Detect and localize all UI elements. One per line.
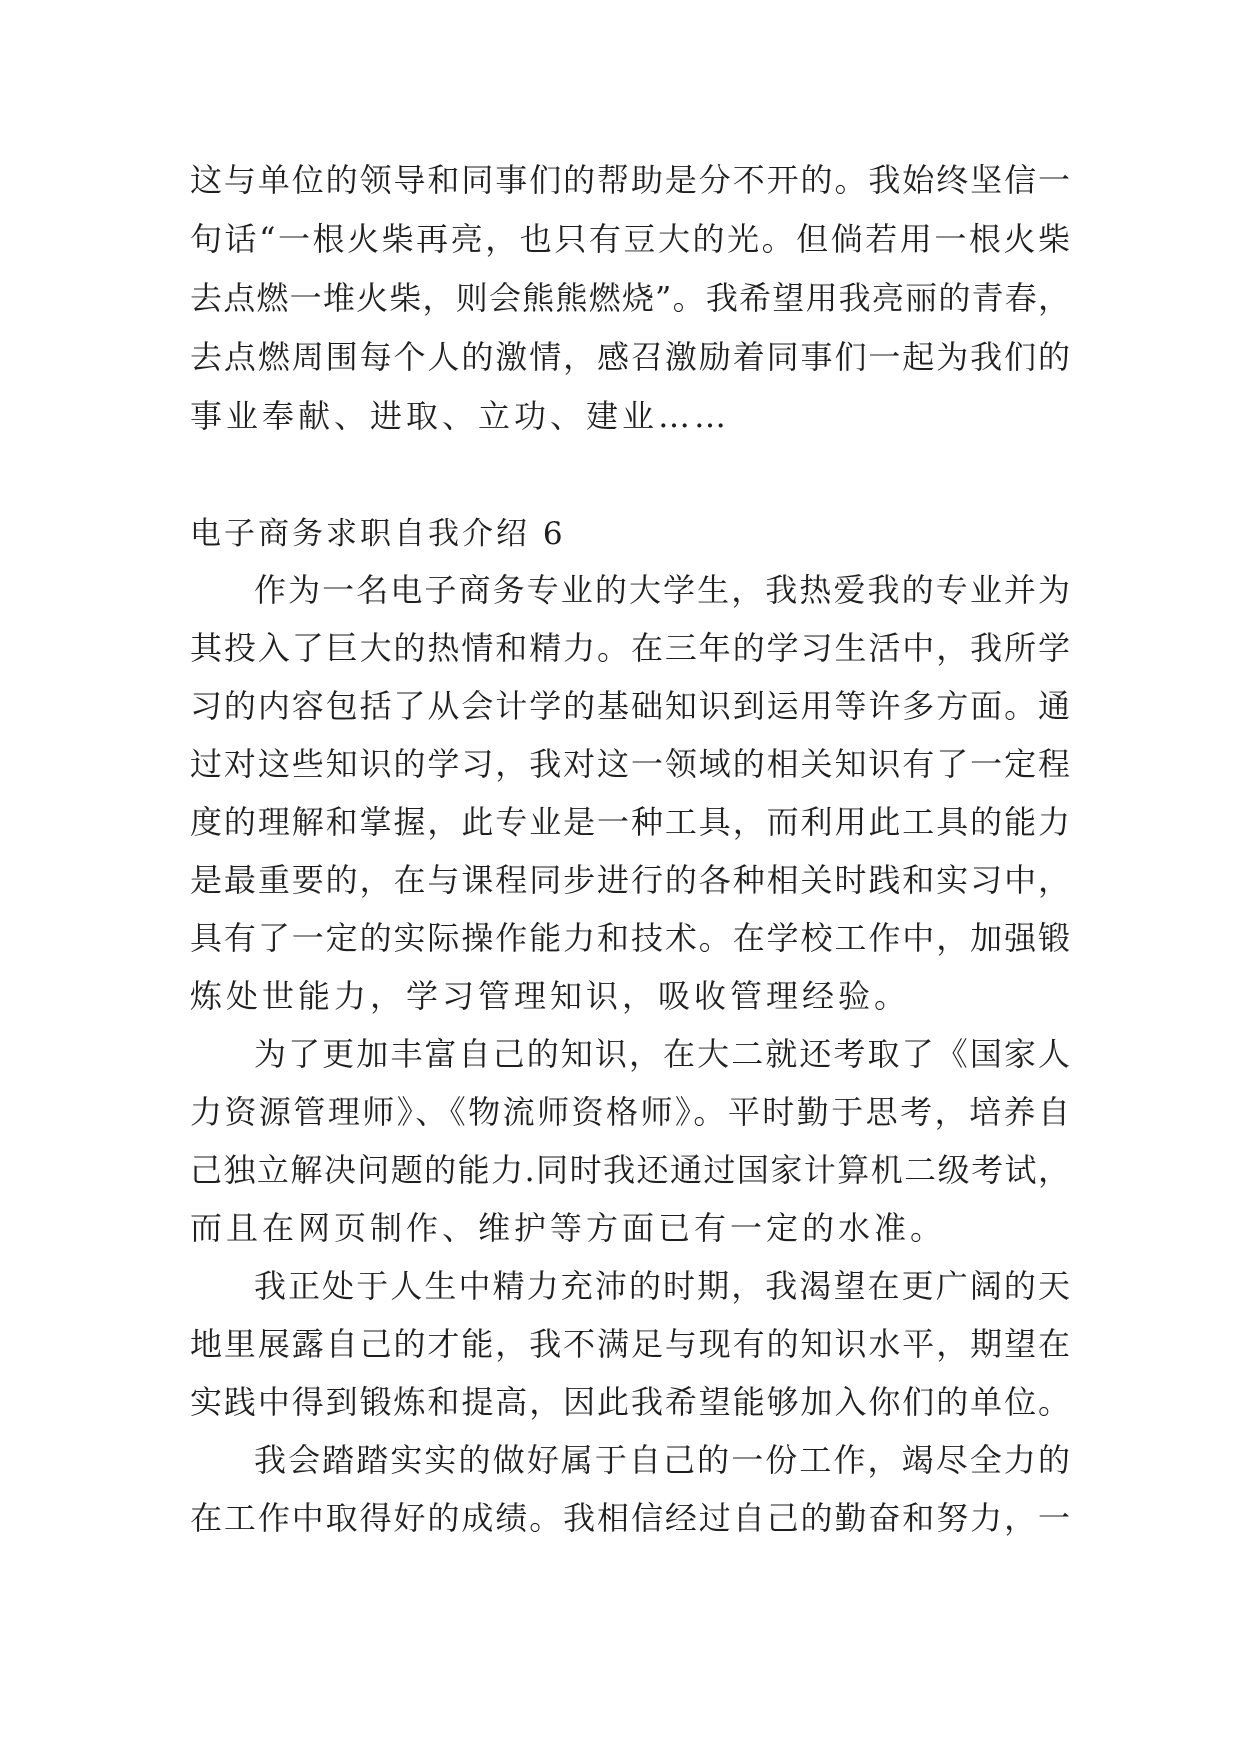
- text-line: 作为一名电子商务专业的大学生，我热爱我的专业并为: [254, 571, 1070, 609]
- text-line: 过对这些知识的学习，我对这一领域的相关知识有了一定程: [190, 745, 1070, 783]
- text-line: 实践中得到锻炼和提高，因此我希望能够加入你们的单位。: [190, 1383, 1070, 1421]
- text-line: 我会踏踏实实的做好属于自己的一份工作，竭尽全力的: [254, 1441, 1070, 1479]
- text-line: 己独立解决问题的能力.同时我还通过国家计算机二级考试，: [190, 1151, 1070, 1189]
- text-line: 而且在网页制作、维护等方面已有一定的水准。: [190, 1209, 947, 1247]
- text-line: 在工作中取得好的成绩。我相信经过自己的勤奋和努力，一: [190, 1499, 1070, 1537]
- text-line: 炼处世能力，学习管理知识，吸收管理经验。: [190, 977, 911, 1015]
- text-line: 习的内容包括了从会计学的基础知识到运用等许多方面。通: [190, 687, 1070, 725]
- text-line: 句话“一根火柴再亮，也只有豆大的光。但倘若用一根火柴: [190, 220, 1070, 258]
- text-line: 这与单位的领导和同事们的帮助是分不开的。我始终坚信一: [190, 161, 1070, 199]
- text-line: 去点燃周围每个人的激情，感召激励着同事们一起为我们的: [190, 338, 1070, 376]
- text-line: 去点燃一堆火柴，则会熊熊燃烧”。我希望用我亮丽的青春，: [190, 279, 1070, 317]
- text-line: 度的理解和掌握，此专业是一种工具，而利用此工具的能力: [190, 803, 1070, 841]
- text-line: 具有了一定的实际操作能力和技术。在学校工作中，加强锻: [190, 919, 1070, 957]
- text-line: 为了更加丰富自己的知识，在大二就还考取了《国家人: [254, 1035, 1070, 1073]
- text-line: 地里展露自己的才能，我不满足与现有的知识水平，期望在: [190, 1325, 1070, 1363]
- text-line: 是最重要的，在与课程同步进行的各种相关时践和实习中，: [190, 861, 1070, 899]
- text-line: 其投入了巨大的热情和精力。在三年的学习生活中，我所学: [190, 629, 1070, 667]
- text-line: 事业奉献、进取、立功、建业……: [190, 397, 731, 435]
- text-line: 我正处于人生中精力充沛的时期，我渴望在更广阔的天: [254, 1267, 1070, 1305]
- text-line: 力资源管理师》、《物流师资格师》。平时勤于思考，培养自: [190, 1093, 1070, 1131]
- section-heading: 电子商务求职自我介绍 6: [190, 516, 566, 552]
